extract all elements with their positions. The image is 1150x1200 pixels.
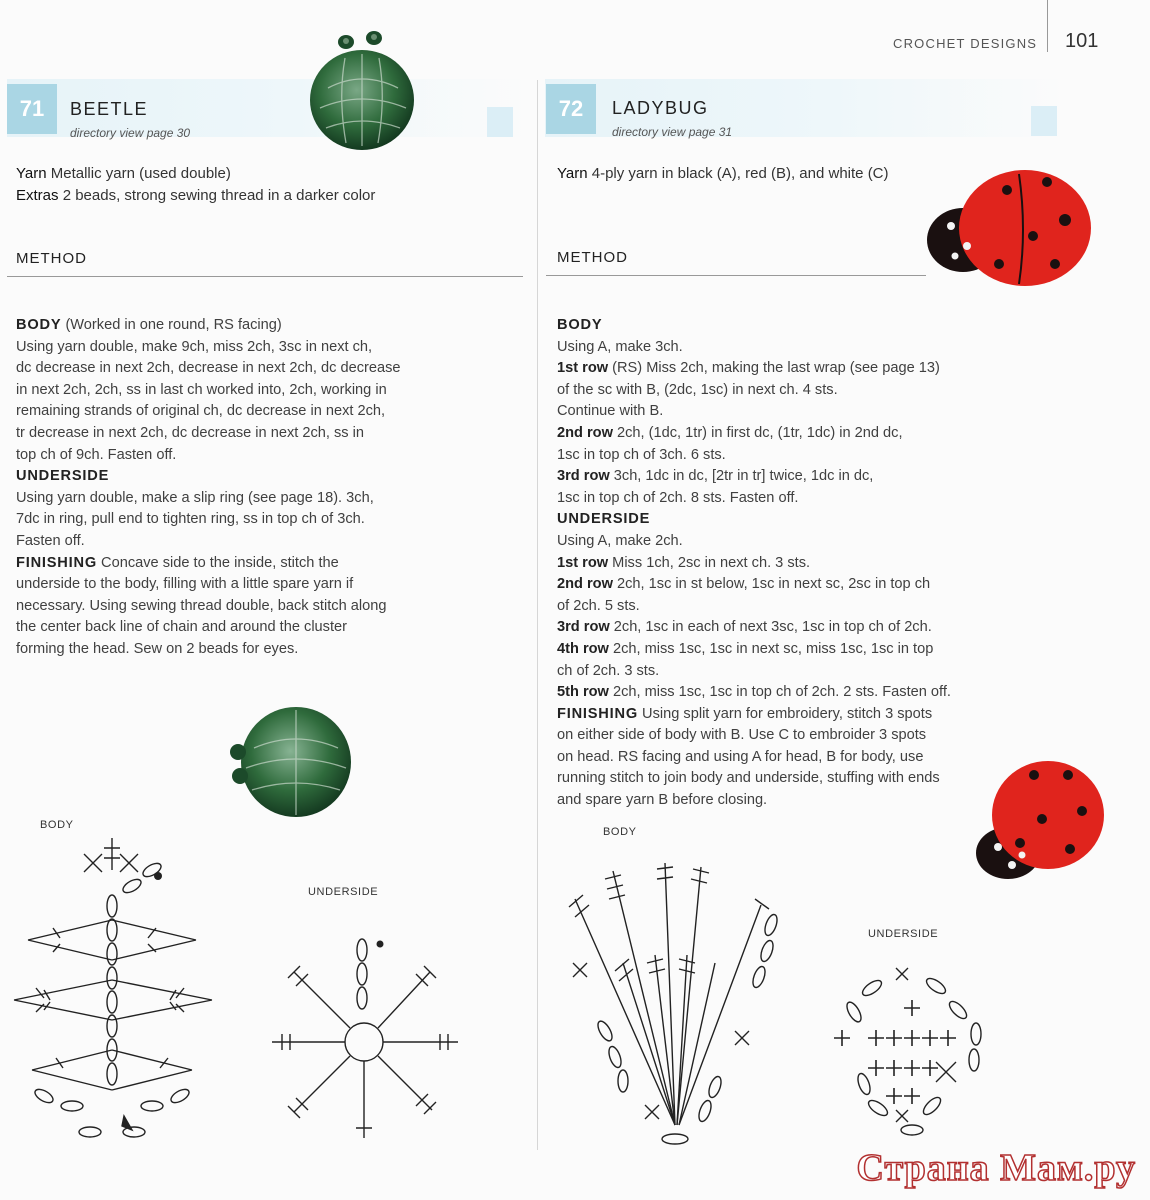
header-divider xyxy=(1047,0,1048,52)
instruction-line: 3ch, 1dc in dc, [2tr in tr] twice, 1dc in dc, xyxy=(613,468,874,485)
ladybug-photo-finished xyxy=(968,745,1108,885)
instruction-line: the center back line of chain and around the cluster xyxy=(16,619,348,636)
instruction-line: 7dc in ring, pull end to tighten ring, ss in top ch of 3ch. xyxy=(16,511,365,528)
underside-heading: UNDERSIDE xyxy=(557,511,651,528)
instruction-line: on either side of body with B. Use C to embroider 3 spots xyxy=(557,727,927,744)
pattern-number-box xyxy=(546,84,596,134)
method-heading: METHOD xyxy=(16,250,87,267)
instruction-line: Using A, make 3ch. xyxy=(557,338,683,355)
pattern-title: LADYBUG xyxy=(612,98,709,118)
body-heading: BODY xyxy=(16,317,62,333)
method-rule xyxy=(7,276,523,277)
yarn-requirement xyxy=(557,163,889,185)
ladybug-underside-chart xyxy=(828,960,998,1140)
beetle-photo-finished xyxy=(220,700,360,830)
instruction-line: 1sc in top ch of 3ch. 6 sts. xyxy=(557,446,726,463)
instruction-line: 2ch, miss 1sc, 1sc in top ch of 2ch. 2 sts. Fasten off. xyxy=(612,684,951,701)
instruction-line: Using yarn double, make a slip ring (see page 18). 3ch, xyxy=(16,489,374,506)
row-label: 5th row xyxy=(557,684,609,701)
instruction-line: 2ch, 1sc in each of next 3sc, 1sc in top ch of 2ch. xyxy=(613,619,932,636)
instruction-line: 2ch, 1sc in st below, 1sc in next sc, 2sc in top ch xyxy=(617,576,931,593)
pattern-number: 72 xyxy=(558,96,584,121)
instruction-line: necessary. Using sewing thread double, back stitch along xyxy=(16,597,387,614)
pattern-number: 71 xyxy=(19,96,45,121)
instruction-line: Fasten off. xyxy=(16,532,85,549)
row-label: 2nd row xyxy=(557,576,613,593)
method-rule xyxy=(546,275,926,276)
watermark: Страна Мам.ру xyxy=(856,1147,1136,1189)
tab-marker xyxy=(487,107,513,137)
tab-marker xyxy=(1031,106,1057,136)
instruction-line: dc decrease in next 2ch, decrease in next 2ch, dc decrease xyxy=(16,360,401,377)
finishing-heading: FINISHING xyxy=(557,705,638,722)
instruction-line: of 2ch. 5 sts. xyxy=(557,597,640,614)
body-note: (Worked in one round, RS facing) xyxy=(65,317,282,333)
diagram-label-body: BODY xyxy=(603,826,637,838)
yarn-text: 4-ply yarn in black (A), red (B), and white (C) xyxy=(591,165,889,182)
row-label: 3rd row xyxy=(557,468,610,485)
instruction-line: Using yarn double, make 9ch, miss 2ch, 3sc in next ch, xyxy=(16,338,373,355)
instruction-line: on head. RS facing and using A for head, B for body, use xyxy=(557,748,924,765)
finishing-heading: FINISHING xyxy=(16,554,97,571)
instruction-line: running stitch to join body and underside, stuffing with ends xyxy=(557,770,940,787)
diagram-label-underside: UNDERSIDE xyxy=(868,928,939,940)
instruction-line: Using split yarn for embroidery, stitch 3 spots xyxy=(642,705,933,722)
yarn-label: Yarn xyxy=(16,165,47,182)
diagram-label-underside: UNDERSIDE xyxy=(308,886,379,898)
diagram-label-body: BODY xyxy=(40,819,74,831)
row-label: 1st row xyxy=(557,360,609,377)
instruction-line: and spare yarn B before closing. xyxy=(557,792,768,809)
body-heading: BODY xyxy=(557,317,603,333)
directory-reference: directory view page 31 xyxy=(612,125,733,139)
instruction-line: forming the head. Sew on 2 beads for eyes. xyxy=(16,640,299,657)
instruction-line: Miss 1ch, 2sc in next ch. 3 sts. xyxy=(612,554,811,571)
ladybug-photo xyxy=(915,160,1100,300)
instruction-line: 2ch, (1dc, 1tr) in first dc, (1tr, 1dc) in 2nd dc, xyxy=(617,424,903,441)
instruction-line: 2ch, miss 1sc, 1sc in next sc, miss 1sc, 1sc in top xyxy=(612,640,934,657)
page-number: 101 xyxy=(1065,30,1099,52)
row-label: 4th row xyxy=(557,640,609,657)
yarn-label: Yarn xyxy=(557,165,588,182)
row-label: 3rd row xyxy=(557,619,610,636)
instruction-line: in next 2ch, 2ch, ss in last ch worked into, 2ch, working in xyxy=(16,381,387,398)
instruction-line: Continue with B. xyxy=(557,403,664,420)
underside-heading: UNDERSIDE xyxy=(16,468,110,485)
beetle-instructions xyxy=(16,315,516,661)
column-divider xyxy=(537,80,538,1150)
instruction-line: tr decrease in next 2ch, dc decrease in next 2ch, ss in xyxy=(16,424,365,441)
instruction-line: (RS) Miss 2ch, making the last wrap (see page 13) xyxy=(612,360,940,377)
running-head: CROCHET DESIGNS xyxy=(893,36,1038,51)
extras-text: 2 beads, strong sewing thread in a darker color xyxy=(62,187,376,204)
instruction-line: Using A, make 2ch. xyxy=(557,532,683,549)
instruction-line: ch of 2ch. 3 sts. xyxy=(557,662,660,679)
pattern-number-box xyxy=(7,84,57,134)
extras-label: Extras xyxy=(16,187,59,204)
instruction-line: 1sc in top ch of 2ch. 8 sts. Fasten off. xyxy=(557,489,799,506)
extras-requirement xyxy=(16,185,375,207)
directory-reference: directory view page 30 xyxy=(70,126,191,140)
instruction-line: of the sc with B, (2dc, 1sc) in next ch. 4 sts. xyxy=(557,381,838,398)
ladybug-body-chart xyxy=(565,855,805,1145)
yarn-requirement xyxy=(16,163,231,185)
instruction-line: remaining strands of original ch, dc decrease in next 2ch, xyxy=(16,403,386,420)
ladybug-instructions xyxy=(557,315,987,812)
row-label: 1st row xyxy=(557,554,609,571)
beetle-underside-chart xyxy=(268,930,468,1140)
beetle-body-chart xyxy=(8,830,228,1140)
instruction-line: top ch of 9ch. Fasten off. xyxy=(16,446,177,463)
beetle-photo xyxy=(290,18,430,153)
yarn-text: Metallic yarn (used double) xyxy=(50,165,231,182)
method-heading: METHOD xyxy=(557,249,628,266)
instruction-line: underside to the body, filling with a little spare yarn if xyxy=(16,576,354,593)
pattern-title: BEETLE xyxy=(70,99,149,119)
row-label: 2nd row xyxy=(557,424,613,441)
instruction-line: Concave side to the inside, stitch the xyxy=(101,554,339,571)
